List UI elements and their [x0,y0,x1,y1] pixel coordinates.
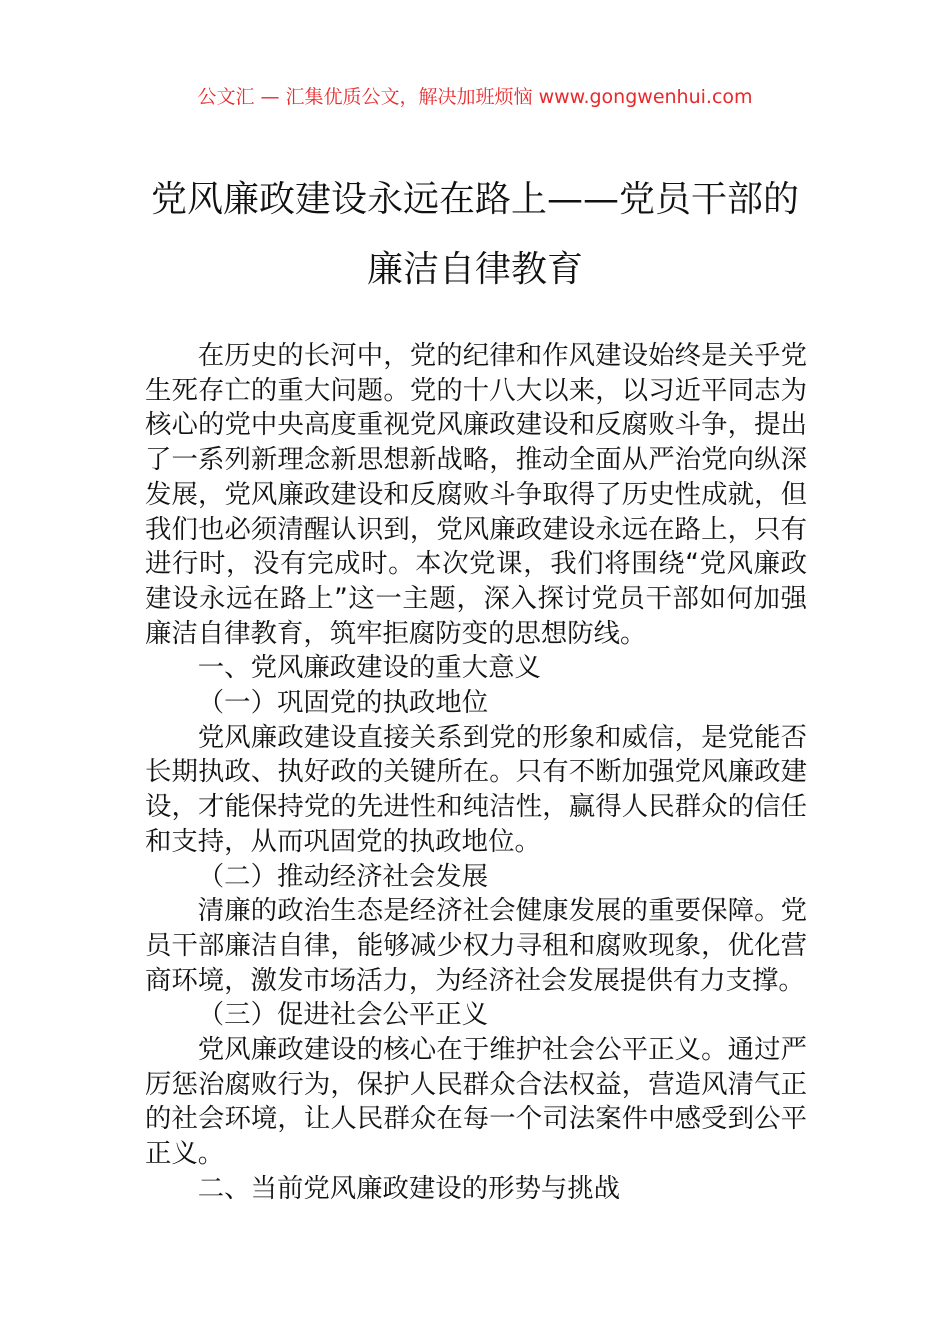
paragraph-1-3: 党风廉政建设的核心在于维护社会公平正义。通过严厉惩治腐败行为，保护人民群众合法权益，营造风清气正的社会环境，让人民群众在每一个司法案件中感受到公平正义。 [145,1034,807,1170]
subheading-1-2: （二）推动经济社会发展 [197,860,489,892]
paragraph-1-2: 清廉的政治生态是经济社会健康发展的重要保障。党员干部廉洁自律，能够减少权力寻租和腐败现象，优化营商环境，激发市场活力，为经济社会发展提供有力支撑。 [145,895,807,996]
intro-paragraph: 在历史的长河中，党的纪律和作风建设始终是关乎党生死存亡的重大问题。党的十八大以来，以习近平同志为核心的党中央高度重视党风廉政建设和反腐败斗争，提出了一系列新理念新思想新战略，推动全面从严治党向纵深发展，党风廉政建设和反腐败斗争取得了历史性成就，但我们也必须清醒认识到，党风廉政建设永远在路上，只有进行时，没有完成时。本次党课，我们将围绕“党风廉政建设永远在路上”这一主题，深入探讨党员干部如何加强廉洁自律教育，筑牢拒腐防变的思想防线。 [145,340,807,649]
document-body [145,339,807,1207]
document-title-line-2: 廉洁自律教育 [366,249,583,290]
section-heading-2: 二、当前党风廉政建设的形势与挑战 [197,1172,621,1204]
document-title-line-1: 党风廉政建设永远在路上——党员干部的 [150,179,799,220]
subheading-1-3: （三）促进社会公平正义 [197,999,489,1031]
paragraph-1-1: 党风廉政建设直接关系到党的形象和威信，是党能否长期执政、执好政的关键所在。只有不断加强党风廉政建设，才能保持党的先进性和纯洁性，赢得人民群众的信任和支持，从而巩固党的执政地位。 [145,721,807,857]
section-heading-1: 一、党风廉政建设的重大意义 [197,652,541,684]
subheading-1-1: （一）巩固党的执政地位 [197,687,489,719]
watermark-header: 公文汇 — 汇集优质公文，解决加班烦恼 www.gongwenhui.com [197,86,753,108]
